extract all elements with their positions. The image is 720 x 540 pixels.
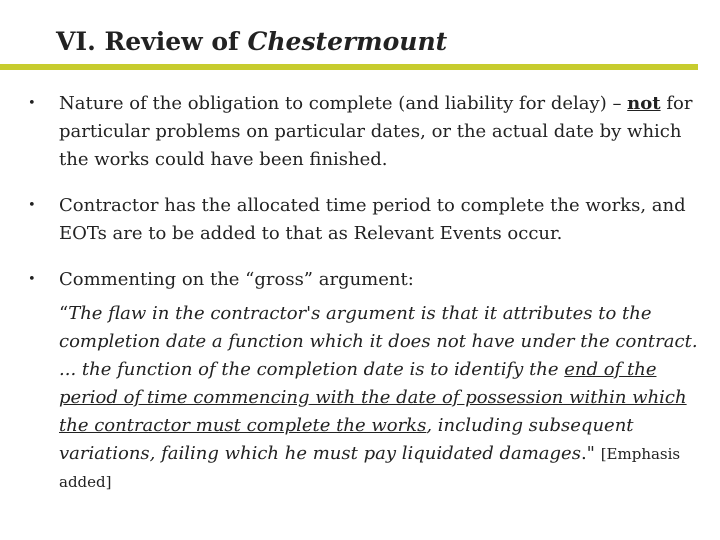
quote-close-mark: ." (580, 443, 601, 464)
emphasis-note: [Emphasis added] (59, 445, 681, 491)
block-quote (28, 300, 700, 496)
quote-underlined-text: end of the period of time commencing with the date of possession within which the contractor must complete the works (59, 359, 687, 436)
quote-text-part: The flaw in the contractor's argument is that it attributes to the completion date a function which it does not have under the contract. ... the function of the completion date is to identify the (59, 303, 698, 380)
title-prefix: VI. Review of (56, 27, 248, 56)
title-accent-bar (0, 64, 698, 70)
quote-open-mark: “ (59, 303, 69, 324)
bullet-text-part: for particular problems on particular dates, or the actual date by which the works could have been finished. (59, 93, 693, 170)
bullet-dot-icon: • (28, 96, 36, 111)
bullet-dot-icon: • (28, 198, 36, 213)
slide-content (28, 90, 700, 496)
bullet-text: Commenting on the “gross” argument: (59, 269, 414, 290)
bullet-dot-icon: • (28, 272, 36, 287)
bullet-text-part: Nature of the obligation to complete (and liability for delay) – (59, 93, 628, 114)
bullet-item-time-period (28, 192, 700, 248)
bullet-item-obligation (28, 90, 700, 174)
quote-text-part: , including subsequent variations, failing which he must pay liquidated damages (59, 415, 634, 464)
bullet-emphasis-not: not (627, 93, 661, 114)
bullet-text: Contractor has the allocated time period to complete the works, and EOTs are to be added to that as Relevant Events occur. (59, 195, 686, 244)
slide-title (56, 26, 447, 58)
bullet-item-gross-argument (28, 266, 700, 294)
title-case-name: Chestermount (247, 27, 448, 56)
